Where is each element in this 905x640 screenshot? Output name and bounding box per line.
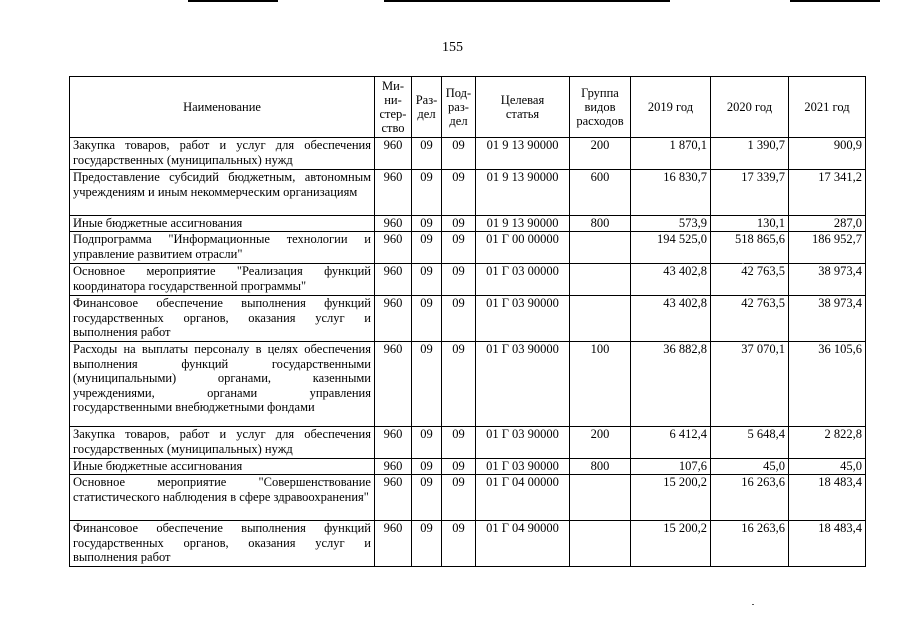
table-row: [70, 342, 866, 427]
row-ministry: 960: [375, 170, 412, 216]
row-target: 01 9 13 90000: [476, 170, 570, 216]
row-target: 01 Г 03 90000: [476, 342, 570, 427]
row-subsection: 09: [442, 475, 476, 521]
row-subsection: 09: [442, 170, 476, 216]
row-subsection: 09: [442, 521, 476, 567]
row-2020: 45,0: [711, 459, 789, 475]
table-row: [70, 475, 866, 521]
row-group: 200: [570, 138, 631, 170]
row-2020: 5 648,4: [711, 427, 789, 459]
page-number: 155: [442, 40, 463, 55]
top-rule-right: [790, 0, 880, 2]
row-2020: 1 390,7: [711, 138, 789, 170]
header-name: Наименование: [70, 77, 375, 138]
header-2019: 2019 год: [631, 77, 711, 138]
row-2020: 17 339,7: [711, 170, 789, 216]
table-row: [70, 138, 866, 170]
row-2019: 15 200,2: [631, 475, 711, 521]
row-section: 09: [412, 475, 442, 521]
row-ministry: 960: [375, 264, 412, 296]
header-section: Раз- дел: [412, 77, 442, 138]
row-target: 01 Г 03 00000: [476, 264, 570, 296]
row-2019: 107,6: [631, 459, 711, 475]
row-section: 09: [412, 296, 442, 342]
row-2020: 16 263,6: [711, 521, 789, 567]
row-name: Основное мероприятие "Совершенствование статистического наблюдения в сфере здравоохранения": [70, 475, 375, 521]
row-2020: 16 263,6: [711, 475, 789, 521]
header-subsection: Под- раз- дел: [442, 77, 476, 138]
row-group: [570, 264, 631, 296]
scan-speck: [742, 263, 744, 264]
row-target: 01 9 13 90000: [476, 216, 570, 232]
row-2019: 1 870,1: [631, 138, 711, 170]
row-2019: 43 402,8: [631, 264, 711, 296]
row-ministry: 960: [375, 459, 412, 475]
table-row: [70, 264, 866, 296]
row-section: 09: [412, 264, 442, 296]
row-name: Предоставление субсидий бюджетным, автономным учреждениям и иным некоммерческим организациям: [70, 170, 375, 216]
row-section: 09: [412, 138, 442, 170]
row-ministry: 960: [375, 475, 412, 521]
row-subsection: 09: [442, 427, 476, 459]
table-row: [70, 232, 866, 264]
row-group: 800: [570, 459, 631, 475]
header-2021: 2021 год: [789, 77, 866, 138]
header-row: [70, 77, 866, 138]
row-subsection: 09: [442, 216, 476, 232]
table-row: [70, 521, 866, 567]
row-ministry: 960: [375, 216, 412, 232]
row-subsection: 09: [442, 296, 476, 342]
row-section: 09: [412, 216, 442, 232]
row-2021: 287,0: [789, 216, 866, 232]
budget-table: [69, 76, 866, 567]
row-subsection: 09: [442, 342, 476, 427]
row-ministry: 960: [375, 232, 412, 264]
row-2021: 38 973,4: [789, 296, 866, 342]
row-subsection: 09: [442, 232, 476, 264]
row-2021: 186 952,7: [789, 232, 866, 264]
table-row: [70, 170, 866, 216]
row-group: [570, 475, 631, 521]
header-2020: 2020 год: [711, 77, 789, 138]
top-rule-left: [188, 0, 278, 2]
row-ministry: 960: [375, 427, 412, 459]
row-group: 800: [570, 216, 631, 232]
row-2021: 2 822,8: [789, 427, 866, 459]
row-target: 01 Г 03 90000: [476, 296, 570, 342]
table-row: [70, 427, 866, 459]
row-2021: 18 483,4: [789, 521, 866, 567]
row-section: 09: [412, 342, 442, 427]
row-ministry: 960: [375, 342, 412, 427]
row-section: 09: [412, 232, 442, 264]
row-ministry: 960: [375, 138, 412, 170]
table-row: [70, 459, 866, 475]
row-2020: 42 763,5: [711, 296, 789, 342]
row-2019: 16 830,7: [631, 170, 711, 216]
row-section: 09: [412, 459, 442, 475]
row-group: 200: [570, 427, 631, 459]
table-row: [70, 296, 866, 342]
row-target: 01 9 13 90000: [476, 138, 570, 170]
row-subsection: 09: [442, 138, 476, 170]
row-2020: 518 865,6: [711, 232, 789, 264]
row-2021: 45,0: [789, 459, 866, 475]
row-name: Иные бюджетные ассигнования: [70, 216, 375, 232]
row-name: Основное мероприятие "Реализация функций координатора государственной программы": [70, 264, 375, 296]
row-ministry: 960: [375, 521, 412, 567]
row-name: Финансовое обеспечение выполнения функций государственных органов, оказания услуг и выполнения работ: [70, 521, 375, 567]
row-2019: 194 525,0: [631, 232, 711, 264]
row-group: [570, 521, 631, 567]
row-target: 01 Г 00 00000: [476, 232, 570, 264]
row-2021: 900,9: [789, 138, 866, 170]
row-2021: 38 973,4: [789, 264, 866, 296]
row-2019: 15 200,2: [631, 521, 711, 567]
row-2021: 36 105,6: [789, 342, 866, 427]
row-2021: 18 483,4: [789, 475, 866, 521]
row-group: [570, 232, 631, 264]
row-group: [570, 296, 631, 342]
row-2019: 573,9: [631, 216, 711, 232]
row-section: 09: [412, 521, 442, 567]
row-section: 09: [412, 427, 442, 459]
row-2020: 37 070,1: [711, 342, 789, 427]
row-2019: 43 402,8: [631, 296, 711, 342]
row-2021: 17 341,2: [789, 170, 866, 216]
row-name: Закупка товаров, работ и услуг для обеспечения государственных (муниципальных) нужд: [70, 138, 375, 170]
row-subsection: 09: [442, 264, 476, 296]
table-row: [70, 216, 866, 232]
header-group: Группа видов расходов: [570, 77, 631, 138]
row-name: Иные бюджетные ассигнования: [70, 459, 375, 475]
row-name: Закупка товаров, работ и услуг для обеспечения государственных (муниципальных) нужд: [70, 427, 375, 459]
row-target: 01 Г 04 90000: [476, 521, 570, 567]
row-name: Расходы на выплаты персоналу в целях обеспечения выполнения функций государственными (муниципальными) органами, казенными учреждениями, органами управления государственными внебюджетными фондами: [70, 342, 375, 427]
row-ministry: 960: [375, 296, 412, 342]
row-name: Подпрограмма "Информационные технологии и управление развитием отрасли": [70, 232, 375, 264]
row-target: 01 Г 03 90000: [476, 459, 570, 475]
row-target: 01 Г 03 90000: [476, 427, 570, 459]
header-target: Целевая статья: [476, 77, 570, 138]
row-group: 600: [570, 170, 631, 216]
row-2019: 36 882,8: [631, 342, 711, 427]
row-subsection: 09: [442, 459, 476, 475]
row-section: 09: [412, 170, 442, 216]
top-rule-center: [384, 0, 670, 2]
row-2020: 42 763,5: [711, 264, 789, 296]
row-2020: 130,1: [711, 216, 789, 232]
row-target: 01 Г 04 00000: [476, 475, 570, 521]
row-group: 100: [570, 342, 631, 427]
header-ministry: Ми- ни- стер- ство: [375, 77, 412, 138]
scan-speck: [752, 604, 754, 605]
row-name: Финансовое обеспечение выполнения функций государственных органов, оказания услуг и выполнения работ: [70, 296, 375, 342]
row-2019: 6 412,4: [631, 427, 711, 459]
